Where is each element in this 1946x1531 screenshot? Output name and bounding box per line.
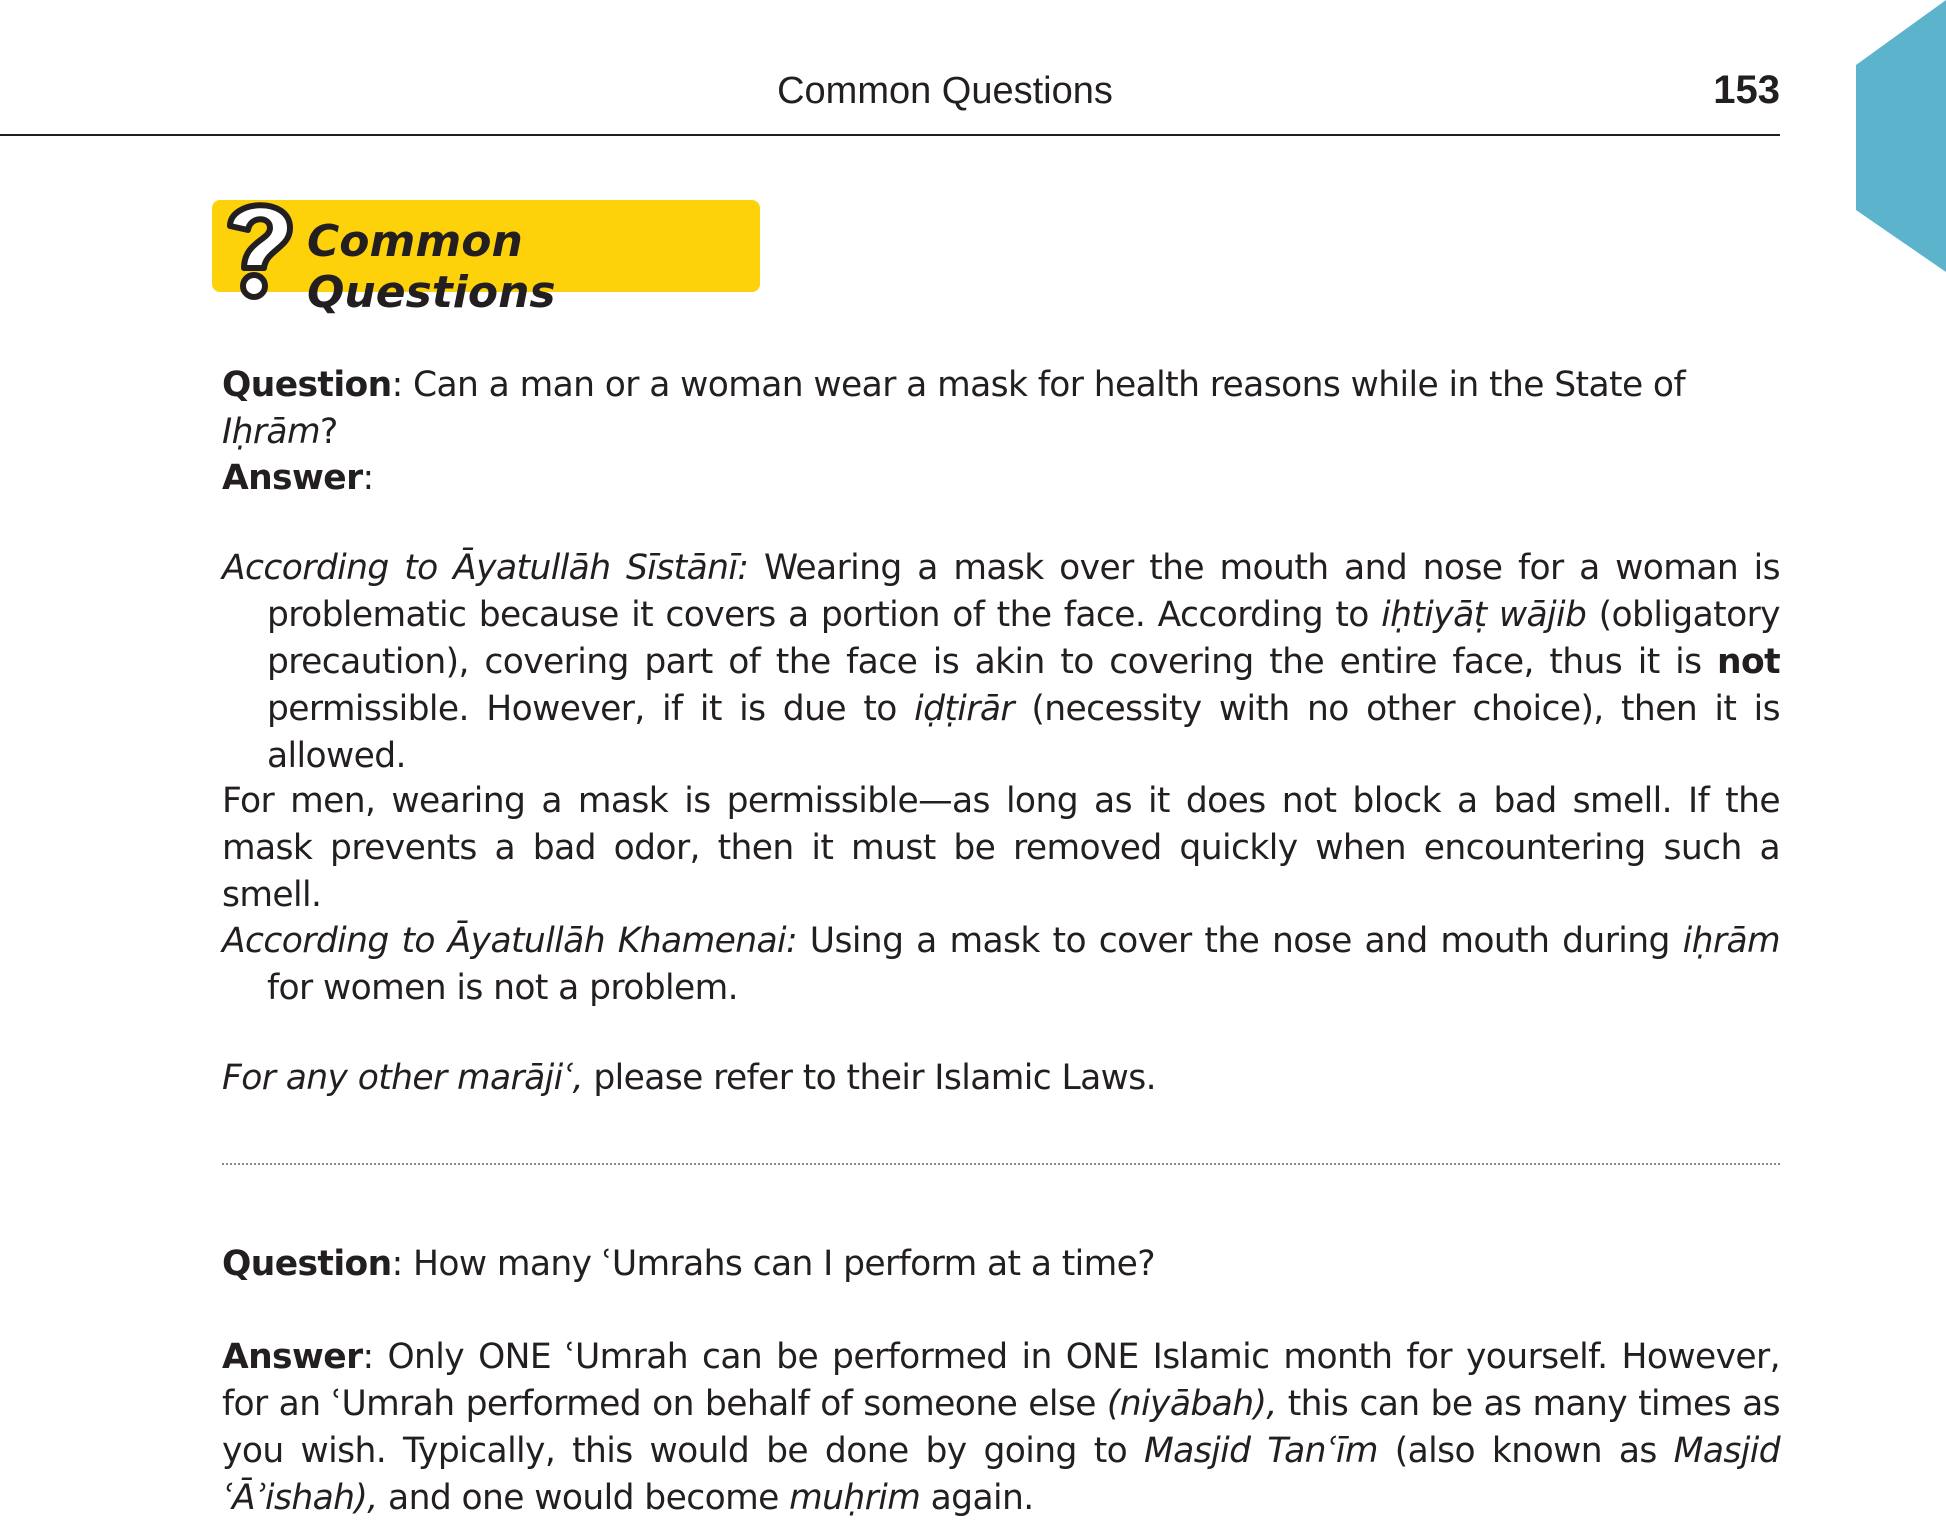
answer-text: again.: [920, 1478, 1034, 1518]
answer-1-heading: [222, 455, 1780, 502]
ruling-label: According to Āyatullāh Khamenai:: [222, 921, 798, 961]
term: iḍṭirār: [914, 689, 1015, 729]
ruling-text: for women is not a problem.: [267, 968, 739, 1008]
answer-colon: :: [362, 458, 374, 498]
section-divider: [222, 1163, 1780, 1165]
term: Masjid Tanʿīm: [1144, 1431, 1378, 1471]
page-number: 153: [1713, 68, 1780, 112]
section-title: Common Questions: [307, 216, 556, 318]
term: (niyābah),: [1106, 1384, 1277, 1424]
emphasis: not: [1717, 642, 1780, 682]
answer-2: [222, 1334, 1780, 1522]
answer-label: Answer: [222, 458, 363, 498]
corner-tab-shape: [1856, 0, 1946, 272]
question-text: : How many ʿUmrahs can I perform at a time?: [391, 1244, 1156, 1284]
question-1: [222, 362, 1780, 456]
question-end: ?: [319, 412, 338, 452]
section-badge: [212, 200, 760, 318]
answer-text: this can be as many times as you wish. Typically, this would be done by going to: [222, 1384, 1780, 1471]
answer-text: and one would become: [377, 1478, 790, 1518]
ruling-text: permissible. However, if it is due to: [267, 689, 915, 729]
corner-tab: [1826, 0, 1946, 279]
answer-text: (also known as: [1377, 1431, 1674, 1471]
ruling-text: (necessity with no other choice), then it is allowed.: [267, 689, 1781, 776]
answer-text: : Only ONE ʿUmrah can be performed in ONE Islamic month for yourself. However, for an ʿUmrah performed on behalf of someone else: [222, 1337, 1780, 1424]
term: iḥrām: [1682, 921, 1780, 961]
other-ruling: [222, 1055, 1780, 1102]
khamenai-ruling: [222, 918, 1780, 1012]
term: Iḥrām: [222, 412, 320, 452]
sistani-ruling: [222, 545, 1780, 780]
question-text: : Can a man or a woman wear a mask for health reasons while in the State of: [391, 365, 1685, 405]
question-2: [222, 1241, 1780, 1288]
question-label: Question: [222, 1244, 392, 1284]
question-label: Question: [222, 365, 392, 405]
ruling-text: Using a mask to cover the nose and mouth during: [797, 921, 1683, 961]
ruling-text: Wearing a mask over the mouth and nose for a woman is problematic because it covers a portion of the face. According to: [267, 548, 1781, 635]
term: iḥtiyāṭ wājib: [1381, 595, 1587, 635]
men-ruling: For men, wearing a mask is permissible—as long as it does not block a bad smell. If the mask prevents a bad odor, then it must be removed quickly when encountering such a smell.: [222, 781, 1780, 915]
ruling-text: please refer to their Islamic Laws.: [582, 1058, 1157, 1098]
term: muḥrim: [789, 1478, 921, 1518]
running-title: Common Questions: [777, 70, 1113, 112]
answer-label: Answer: [222, 1337, 363, 1377]
question-mark-icon: [216, 190, 302, 306]
running-header: [0, 62, 1780, 136]
ruling-text: (obligatory precaution), covering part of the face is akin to covering the entire face, thus it is: [267, 595, 1780, 682]
ruling-label: According to Āyatullāh Sīstānī:: [222, 548, 749, 588]
ruling-label: For any other marājiʿ,: [222, 1058, 583, 1098]
term: Masjid ʿĀʾishah),: [222, 1431, 1781, 1518]
